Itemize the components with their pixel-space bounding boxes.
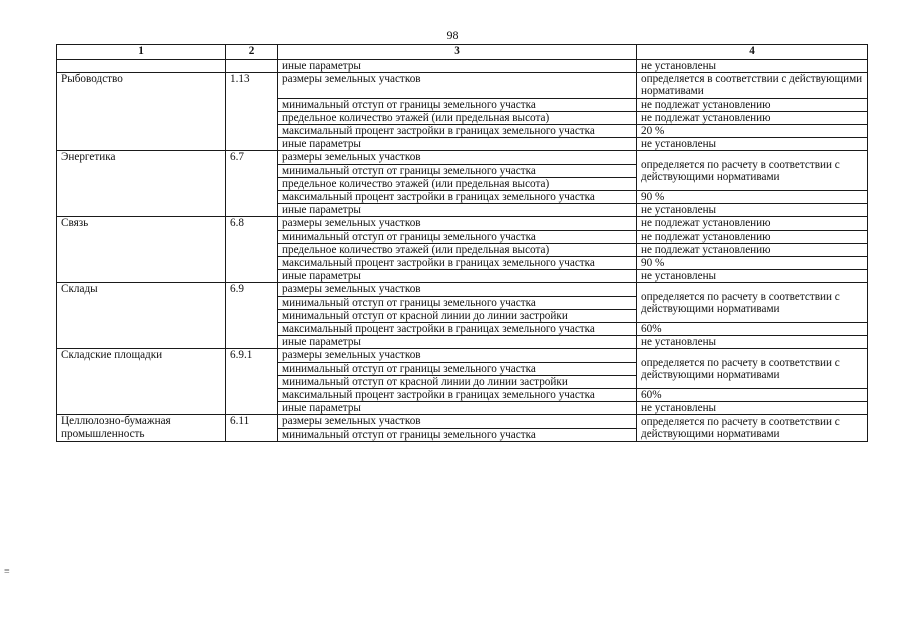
parameter-value: определяется в соответствии с действующими нормативами — [637, 73, 868, 98]
land-use-parameters-table — [56, 44, 868, 442]
parameter-name: размеры земельных участков — [278, 217, 637, 230]
parameter-name: размеры земельных участков — [278, 151, 637, 164]
header-col-4: 4 — [637, 45, 868, 60]
parameter-name: минимальный отступ от границы земельного участка — [278, 428, 637, 441]
parameter-name: максимальный процент застройки в границах земельного участка — [278, 389, 637, 402]
parameter-name: минимальный отступ от границы земельного участка — [278, 296, 637, 309]
parameter-value: определяется по расчету в соответствии с действующими нормативами — [637, 415, 868, 441]
land-use-code: 6.7 — [226, 151, 278, 217]
parameter-name: предельное количество этажей (или предельная высота) — [278, 111, 637, 124]
land-use-code: 6.8 — [226, 217, 278, 283]
parameter-value: не подлежат установлению — [637, 243, 868, 256]
parameter-value: не подлежат установлению — [637, 230, 868, 243]
land-use-code: 1.13 — [226, 73, 278, 151]
parameter-value: не установлены — [637, 204, 868, 217]
parameter-value: определяется по расчету в соответствии с действующими нормативами — [637, 349, 868, 389]
table-row — [57, 217, 868, 230]
parameter-name: иные параметры — [278, 60, 637, 73]
margin-mark: ≡ — [4, 566, 10, 577]
table-row — [57, 60, 868, 73]
parameter-name: максимальный процент застройки в границах земельного участка — [278, 323, 637, 336]
parameter-name: максимальный процент застройки в границах земельного участка — [278, 191, 637, 204]
parameter-value: не установлены — [637, 138, 868, 151]
table-row — [57, 349, 868, 362]
parameter-value: 20 % — [637, 125, 868, 138]
parameter-value: 90 % — [637, 191, 868, 204]
header-col-3: 3 — [278, 45, 637, 60]
land-use-code: 6.9.1 — [226, 349, 278, 415]
parameter-name: предельное количество этажей (или предельная высота) — [278, 243, 637, 256]
parameter-name: минимальный отступ от границы земельного участка — [278, 230, 637, 243]
parameter-name: иные параметры — [278, 270, 637, 283]
header-col-2: 2 — [226, 45, 278, 60]
parameter-value: не установлены — [637, 60, 868, 73]
table-row — [57, 73, 868, 98]
land-use-type: Склады — [57, 283, 226, 349]
parameter-value: не установлены — [637, 336, 868, 349]
parameter-value: не подлежат установлению — [637, 217, 868, 230]
parameter-name: минимальный отступ от границы земельного участка — [278, 164, 637, 177]
parameter-name: минимальный отступ от красной линии до линии застройки — [278, 309, 637, 322]
parameter-name: максимальный процент застройки в границах земельного участка — [278, 125, 637, 138]
table-body — [57, 60, 868, 442]
parameter-name: минимальный отступ от границы земельного участка — [278, 98, 637, 111]
parameter-value: не подлежат установлению — [637, 98, 868, 111]
parameter-value: определяется по расчету в соответствии с действующими нормативами — [637, 283, 868, 323]
parameter-value: не подлежат установлению — [637, 111, 868, 124]
table-row — [57, 415, 868, 428]
header-col-1: 1 — [57, 45, 226, 60]
parameter-value: 90 % — [637, 257, 868, 270]
parameter-name: иные параметры — [278, 336, 637, 349]
parameter-name: минимальный отступ от красной линии до линии застройки — [278, 375, 637, 388]
table-row — [57, 151, 868, 164]
table-row — [57, 283, 868, 296]
land-use-type: Складские площадки — [57, 349, 226, 415]
land-use-type — [57, 60, 226, 73]
parameter-name: минимальный отступ от границы земельного участка — [278, 362, 637, 375]
header-row — [57, 45, 868, 60]
land-use-type: Целлюлозно-бумажная промышленность — [57, 415, 226, 441]
land-use-type: Связь — [57, 217, 226, 283]
parameter-name: размеры земельных участков — [278, 415, 637, 428]
parameter-name: предельное количество этажей (или предельная высота) — [278, 177, 637, 190]
parameter-name: иные параметры — [278, 138, 637, 151]
parameter-name: иные параметры — [278, 204, 637, 217]
land-use-code: 6.9 — [226, 283, 278, 349]
parameter-name: размеры земельных участков — [278, 283, 637, 296]
parameter-name: размеры земельных участков — [278, 349, 637, 362]
parameter-value: определяется по расчету в соответствии с действующими нормативами — [637, 151, 868, 191]
parameter-name: максимальный процент застройки в границах земельного участка — [278, 257, 637, 270]
land-use-type: Энергетика — [57, 151, 226, 217]
parameter-value: не установлены — [637, 402, 868, 415]
land-use-code — [226, 60, 278, 73]
parameter-name: размеры земельных участков — [278, 73, 637, 98]
land-use-code: 6.11 — [226, 415, 278, 441]
parameter-value: не установлены — [637, 270, 868, 283]
land-use-type: Рыбоводство — [57, 73, 226, 151]
parameter-name: иные параметры — [278, 402, 637, 415]
page-number: 98 — [446, 28, 459, 42]
parameter-value: 60% — [637, 389, 868, 402]
parameter-value: 60% — [637, 323, 868, 336]
